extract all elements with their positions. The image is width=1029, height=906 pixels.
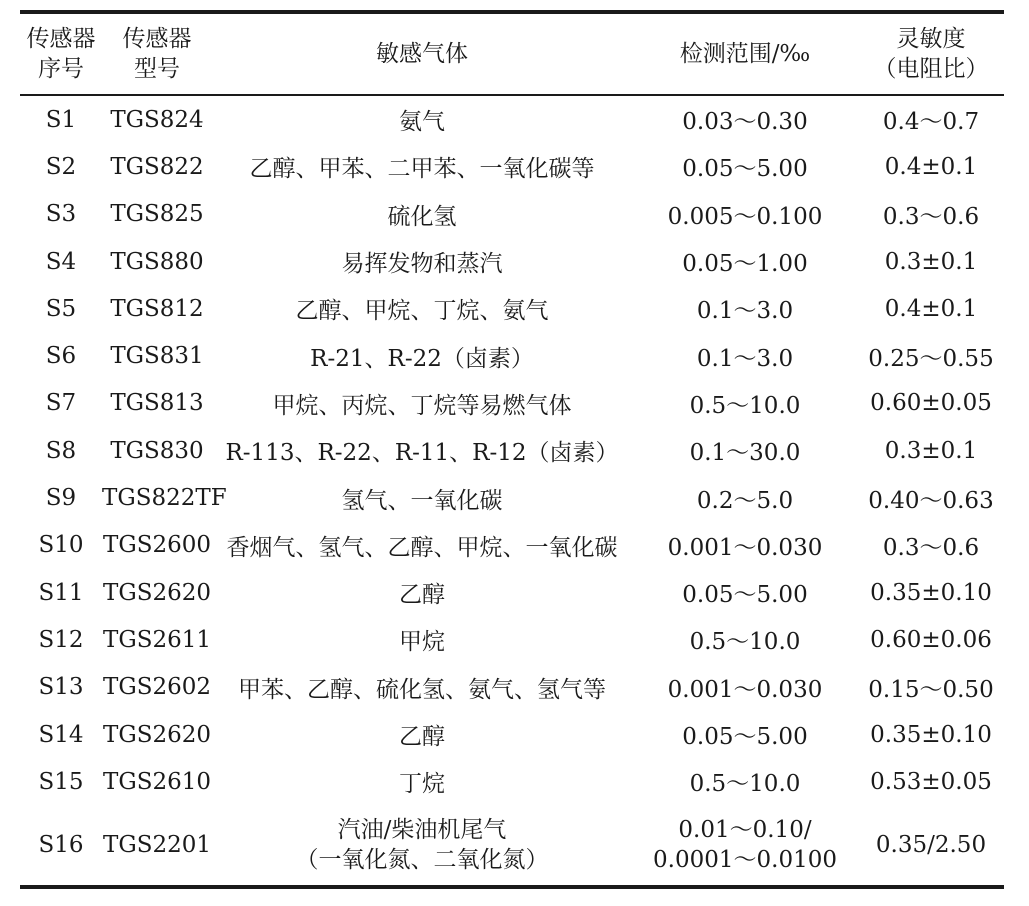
cell-sensitive-gas-line: 氨气 [399, 109, 445, 136]
cell-sensitive-gas-line: 氢气、一氧化碳 [341, 487, 503, 514]
header-sensitivity-line1: 灵敏度 [896, 26, 966, 52]
table-row [20, 95, 1004, 143]
cell-sensor-no: S14 [38, 721, 84, 748]
table-row [20, 191, 1004, 238]
cell-sensitive-gas-line: R-113、R-22、R-11、R-12（卤素） [225, 440, 619, 467]
cell-sensitive-gas-line: 甲烷 [399, 629, 445, 656]
cell-detection-range-line: 0.5～10.0 [689, 629, 801, 656]
cell-sensitive-gas [212, 95, 632, 143]
cell-sensitive-gas [212, 616, 632, 663]
cell-sensitivity: 0.40～0.63 [868, 487, 994, 514]
cell-sensor-no: S4 [45, 248, 77, 275]
cell-sensitivity: 0.53±0.05 [870, 768, 992, 795]
cell-detection-range [632, 380, 858, 427]
cell-sensitive-gas-line: 乙醇 [399, 724, 445, 750]
table-row [20, 664, 1004, 711]
cell-sensitive-gas [212, 805, 632, 887]
cell-detection-range-line: 0.03～0.30 [682, 109, 808, 136]
table-row [20, 805, 1004, 887]
header-sensitive-gas: 敏感气体 [376, 41, 468, 67]
cell-detection-range [632, 805, 858, 887]
cell-sensitive-gas-line: 甲烷、丙烷、丁烷等易燃气体 [272, 392, 572, 419]
cell-sensitive-gas-line: 汽油/柴油机尾气 [337, 817, 507, 844]
cell-detection-range-line: 0.2～5.0 [696, 487, 794, 514]
table-row [20, 332, 1004, 379]
table-row [20, 569, 1004, 616]
cell-sensor-model: TGS812 [110, 295, 204, 322]
header-sensor-no [20, 12, 102, 95]
cell-sensor-no: S7 [45, 390, 77, 417]
cell-sensitive-gas [212, 569, 632, 616]
cell-sensor-model: TGS813 [110, 390, 204, 417]
cell-sensor-no: S5 [45, 295, 77, 322]
header-sensor-no-line1: 传感器 [26, 26, 96, 52]
cell-sensor-model: TGS2201 [102, 832, 211, 859]
table-row [20, 711, 1004, 758]
header-sensor-no-line2: 序号 [38, 56, 84, 82]
cell-detection-range [632, 143, 858, 190]
table-row [20, 616, 1004, 663]
cell-detection-range-line: 0.001～0.030 [667, 534, 823, 561]
cell-sensitive-gas-line: 乙醇、甲苯、二甲苯、一氧化碳等 [249, 156, 595, 183]
cell-sensitive-gas-line: 易挥发物和蒸汽 [341, 251, 503, 278]
cell-detection-range-line: 0.001～0.030 [667, 676, 823, 703]
cell-sensor-no: S16 [38, 832, 84, 859]
cell-sensitivity: 0.4±0.1 [884, 153, 978, 180]
cell-sensor-model: TGS880 [110, 248, 204, 275]
cell-sensor-model: TGS831 [110, 343, 204, 370]
cell-sensor-model: TGS822 [110, 153, 204, 180]
cell-sensitive-gas [212, 664, 632, 711]
cell-sensitivity: 0.3～0.6 [882, 534, 980, 561]
cell-sensitive-gas-line: 甲苯、乙醇、硫化氢、氨气、氢气等 [238, 676, 606, 703]
sensor-table [20, 10, 1004, 889]
cell-sensor-no: S1 [45, 106, 77, 133]
header-sensor-model-line2: 型号 [134, 56, 180, 82]
cell-sensor-model: TGS830 [110, 437, 204, 464]
cell-sensitive-gas-line: 乙醇 [399, 582, 445, 609]
cell-sensitivity: 0.3～0.6 [882, 203, 980, 230]
cell-sensor-model: TGS2620 [102, 721, 211, 748]
cell-sensor-no: S2 [45, 153, 77, 180]
cell-sensitivity: 0.3±0.1 [884, 437, 978, 464]
cell-sensitive-gas-line: R-21、R-22（卤素） [310, 345, 534, 372]
cell-detection-range [632, 95, 858, 143]
cell-detection-range [632, 238, 858, 285]
cell-sensitive-gas [212, 285, 632, 332]
cell-sensitive-gas-line: 硫化氢 [387, 203, 457, 230]
cell-detection-range-line: 0.1～3.0 [696, 298, 794, 325]
table-body [20, 95, 1004, 887]
cell-sensor-model: TGS2610 [102, 768, 211, 795]
cell-sensitivity: 0.60±0.05 [870, 390, 992, 417]
cell-detection-range-line: 0.5～10.0 [689, 392, 801, 419]
header-row [20, 12, 1004, 95]
cell-detection-range [632, 616, 858, 663]
cell-detection-range [632, 474, 858, 521]
cell-detection-range-line: 0.0001～0.0100 [653, 847, 837, 874]
cell-sensitivity: 0.4～0.7 [882, 109, 980, 136]
table-row [20, 238, 1004, 285]
cell-sensitive-gas [212, 474, 632, 521]
cell-sensitive-gas [212, 427, 632, 474]
cell-sensitivity: 0.60±0.06 [870, 626, 992, 653]
cell-sensor-no: S10 [38, 532, 84, 559]
header-sensitivity-line2: （电阻比） [873, 56, 989, 82]
cell-sensor-model: TGS2620 [102, 579, 211, 606]
cell-detection-range [632, 522, 858, 569]
cell-sensitivity: 0.3±0.1 [884, 248, 978, 275]
cell-sensitive-gas [212, 332, 632, 379]
header-sensor-model [102, 12, 212, 95]
sensor-table-container [20, 10, 1004, 889]
cell-sensor-no: S15 [38, 768, 84, 795]
cell-detection-range [632, 285, 858, 332]
cell-sensitive-gas [212, 758, 632, 805]
cell-detection-range [632, 427, 858, 474]
cell-sensitive-gas-line: 香烟气、氢气、乙醇、甲烷、一氧化碳 [226, 534, 618, 561]
header-sensor-model-line1: 传感器 [122, 26, 192, 52]
cell-detection-range [632, 664, 858, 711]
table-row [20, 474, 1004, 521]
table-row [20, 522, 1004, 569]
cell-sensitivity: 0.15～0.50 [868, 676, 994, 703]
table-row [20, 380, 1004, 427]
cell-sensor-model: TGS2602 [102, 674, 211, 701]
table-row [20, 427, 1004, 474]
cell-sensor-no: S11 [38, 579, 84, 606]
cell-detection-range-line: 0.1～3.0 [696, 345, 794, 372]
cell-detection-range [632, 758, 858, 805]
cell-detection-range-line: 0.05～5.00 [682, 582, 808, 609]
cell-sensitive-gas-line: （一氧化氮、二氧化氮） [295, 847, 549, 874]
cell-sensitivity: 0.35±0.10 [870, 721, 992, 748]
cell-sensor-model: TGS825 [110, 201, 204, 228]
cell-sensitive-gas [212, 191, 632, 238]
cell-sensor-model: TGS2600 [102, 532, 211, 559]
cell-detection-range [632, 569, 858, 616]
cell-sensor-no: S8 [45, 437, 77, 464]
cell-sensor-model: TGS824 [110, 106, 204, 133]
cell-sensor-no: S3 [45, 201, 77, 228]
cell-sensitivity: 0.35±0.10 [870, 579, 992, 606]
cell-detection-range [632, 191, 858, 238]
cell-sensitive-gas [212, 711, 632, 758]
cell-sensor-no: S6 [45, 343, 77, 370]
cell-sensitive-gas [212, 380, 632, 427]
table-row [20, 285, 1004, 332]
cell-sensitivity: 0.25～0.55 [868, 345, 994, 372]
cell-sensitive-gas [212, 143, 632, 190]
cell-sensitive-gas-line: 丁烷 [399, 771, 445, 798]
cell-sensitive-gas [212, 522, 632, 569]
cell-sensitivity: 0.4±0.1 [884, 295, 978, 322]
table-row [20, 143, 1004, 190]
cell-sensor-model: TGS822TF [102, 485, 227, 512]
cell-detection-range-line: 0.1～30.0 [689, 440, 801, 467]
cell-detection-range-line: 0.005～0.100 [667, 203, 823, 230]
cell-sensitive-gas-line: 乙醇、甲烷、丁烷、氨气 [295, 298, 549, 325]
cell-detection-range-line: 0.05～5.00 [682, 724, 808, 750]
cell-sensitive-gas [212, 238, 632, 285]
cell-detection-range [632, 332, 858, 379]
header-sensitivity [858, 12, 1004, 95]
cell-sensor-no: S13 [38, 674, 84, 701]
cell-detection-range-line: 0.01～0.10/ [678, 817, 812, 844]
cell-detection-range-line: 0.05～1.00 [682, 251, 808, 278]
cell-sensitivity: 0.35/2.50 [875, 832, 987, 859]
cell-detection-range [632, 711, 858, 758]
cell-detection-range-line: 0.05～5.00 [682, 156, 808, 183]
cell-sensor-model: TGS2611 [102, 626, 211, 653]
cell-detection-range-line: 0.5～10.0 [689, 771, 801, 798]
table-row [20, 758, 1004, 805]
cell-sensor-no: S12 [38, 626, 84, 653]
header-detection-range: 检测范围/‰ [679, 41, 811, 67]
cell-sensor-no: S9 [45, 485, 77, 512]
